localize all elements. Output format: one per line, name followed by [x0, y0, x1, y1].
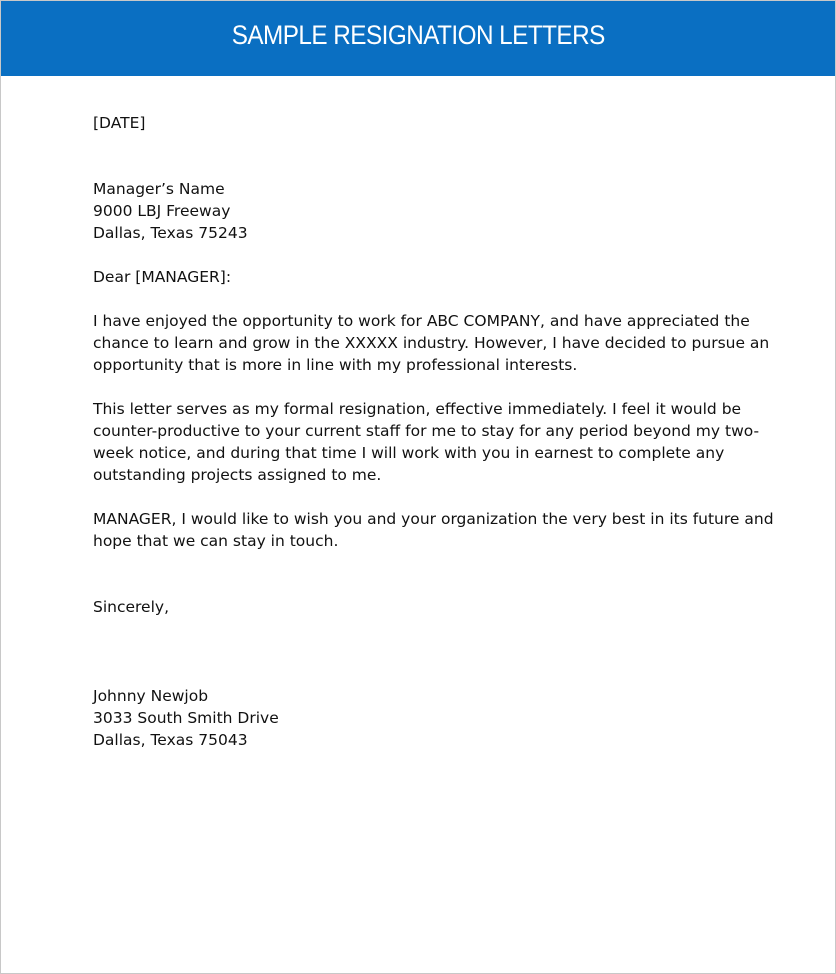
letter-body [93, 112, 774, 751]
paragraph-line: chance to learn and grow in the XXXXX industry. However, I have decided to pursue an [93, 334, 770, 352]
recipient-city: Dallas, Texas 75243 [93, 224, 248, 242]
sender-city: Dallas, Texas 75043 [93, 731, 248, 749]
document-title: SAMPLE RESIGNATION LETTERS [231, 20, 605, 50]
paragraph-line: outstanding projects assigned to me. [93, 466, 382, 484]
paragraph-line: MANAGER, I would like to wish you and your organization the very best in its future and [93, 510, 774, 528]
paragraph-line: week notice, and during that time I will work with you in earnest to complete any [93, 444, 725, 462]
paragraph-line: hope that we can stay in touch. [93, 532, 339, 550]
paragraph-resignation [93, 398, 760, 486]
sender-name: Johnny Newjob [93, 687, 209, 705]
paragraph-line: This letter serves as my formal resignation, effective immediately. I feel it would be [93, 400, 742, 418]
recipient-name: Manager’s Name [93, 180, 225, 198]
paragraph-opportunity [93, 310, 770, 376]
sender-street: 3033 South Smith Drive [93, 709, 279, 727]
paragraph-line: counter-productive to your current staff for me to stay for any period beyond my two- [93, 422, 760, 440]
letter-date: [DATE] [93, 114, 146, 132]
recipient-address [93, 178, 753, 244]
title-banner [1, 1, 835, 76]
paragraph-line: I have enjoyed the opportunity to work for ABC COMPANY, and have appreciated the [93, 312, 750, 330]
sender-address [93, 685, 753, 751]
paragraph-line: opportunity that is more in line with my professional interests. [93, 356, 578, 374]
closing: Sincerely, [93, 598, 170, 616]
paragraph-wishes [93, 508, 774, 552]
recipient-street: 9000 LBJ Freeway [93, 202, 231, 220]
salutation: Dear [MANAGER]: [93, 268, 232, 286]
